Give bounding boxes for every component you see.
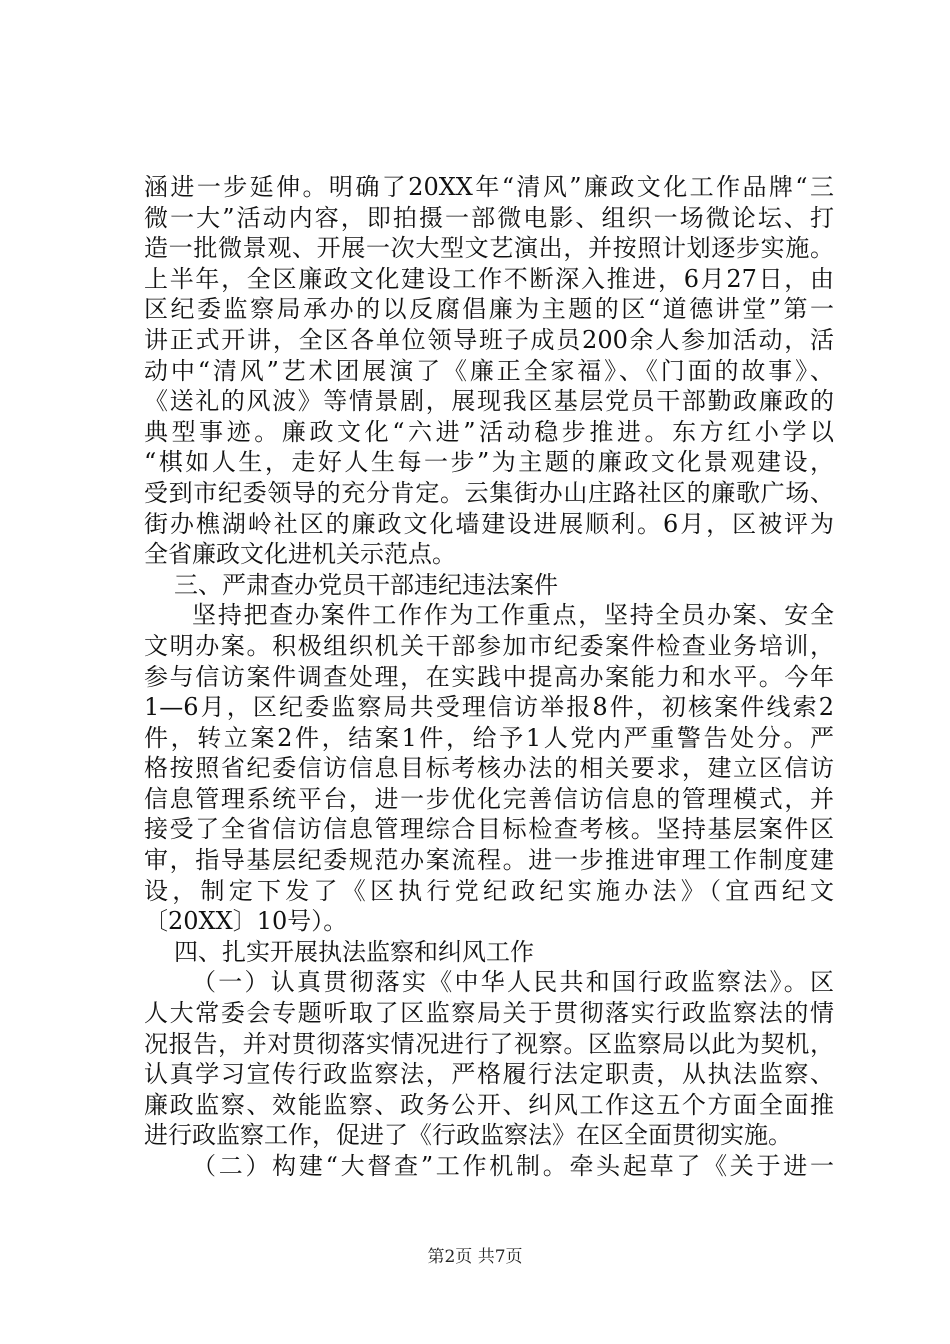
section-heading: 四、扎实开展执法监察和纠风工作 — [174, 937, 534, 966]
body-text-line: 文明办案。积极组织机关干部参加市纪委案件检查业务培训， — [144, 631, 834, 660]
body-text-line: 〔20XX〕10号）。 — [144, 907, 348, 936]
body-text-line: 审，指导基层纪委规范办案流程。进一步推进审理工作制度建 — [144, 846, 834, 875]
body-text-line: 街办樵湖岭社区的廉政文化墙建设进展顺利。6月，区被评为 — [144, 509, 834, 538]
body-text-line: （二）构建“大督查”工作机制。牵头起草了《关于进一 — [192, 1152, 834, 1180]
body-text-line: 涵进一步延伸。明确了20XX年“清风”廉政文化工作品牌“三 — [144, 173, 834, 201]
body-text-line: 件，转立案2件，结案1件，给予1人党内严重警告处分。严 — [144, 723, 834, 752]
body-text-line: 造一批微景观、开展一次大型文艺演出，并按照计划逐步实施。 — [144, 234, 834, 263]
body-text-line: 进行政监察工作，促进了《行政监察法》在区全面贯彻实施。 — [144, 1121, 792, 1150]
body-text-line: 典型事迹。廉政文化“六进”活动稳步推进。东方红小学以 — [144, 417, 834, 446]
body-text-line: 参与信访案件调查处理，在实践中提高办案能力和水平。今年 — [144, 662, 834, 691]
body-text-line: 设，制定下发了《区执行党纪政纪实施办法》（宜西纪文 — [144, 876, 834, 905]
body-text-line: 信息管理系统平台，进一步优化完善信访信息的管理模式，并 — [144, 784, 834, 813]
body-text-line: 格按照省纪委信访信息目标考核办法的相关要求，建立区信访 — [144, 754, 834, 783]
body-text-line: 认真学习宣传行政监察法，严格履行法定职责，从执法监察、 — [144, 1060, 834, 1089]
body-text-line: 况报告，并对贯彻落实情况进行了视察。区监察局以此为契机， — [144, 1029, 834, 1058]
body-text-line: 区纪委监察局承办的以反腐倡廉为主题的区“道德讲堂”第一 — [144, 295, 834, 324]
body-text-line: 受到市纪委领导的充分肯定。云集街办山庄路社区的廉歌广场、 — [144, 478, 834, 507]
body-text-line: 全省廉政文化进机关示范点。 — [144, 540, 456, 569]
body-text-line: 上半年，全区廉政文化建设工作不断深入推进，6月27日，由 — [144, 264, 834, 293]
body-text-line: 《送礼的风波》等情景剧，展现我区基层党员干部勤政廉政的 — [144, 387, 834, 416]
section-heading: 三、严肃查办党员干部违纪违法案件 — [174, 570, 558, 599]
body-text-line: 廉政监察、效能监察、政务公开、纠风工作这五个方面全面推 — [144, 1090, 834, 1119]
body-text-line: （一）认真贯彻落实《中华人民共和国行政监察法》。区 — [192, 968, 834, 997]
body-text-line: 1—6月，区纪委监察局共受理信访举报8件，初核案件线索2 — [144, 693, 834, 722]
body-text-line: 人大常委会专题听取了区监察局关于贯彻落实行政监察法的情 — [144, 999, 834, 1028]
document-body — [144, 172, 834, 1182]
body-text-line: “棋如人生，走好人生每一步”为主题的廉政文化景观建设， — [144, 448, 834, 477]
body-text-line: 微一大”活动内容，即拍摄一部微电影、组织一场微论坛、打 — [144, 203, 834, 232]
body-text-line: 接受了全省信访信息管理综合目标检查考核。坚持基层案件区 — [144, 815, 834, 844]
body-text-line: 讲正式开讲，全区各单位领导班子成员200余人参加活动，活 — [144, 325, 834, 354]
body-text-line: 坚持把查办案件工作作为工作重点，坚持全员办案、安全 — [192, 601, 834, 630]
page-footer: 第2页 共7页 — [427, 1247, 523, 1267]
body-text-line: 动中“清风”艺术团展演了《廉正全家福》、《门面的故事》、 — [144, 356, 834, 385]
